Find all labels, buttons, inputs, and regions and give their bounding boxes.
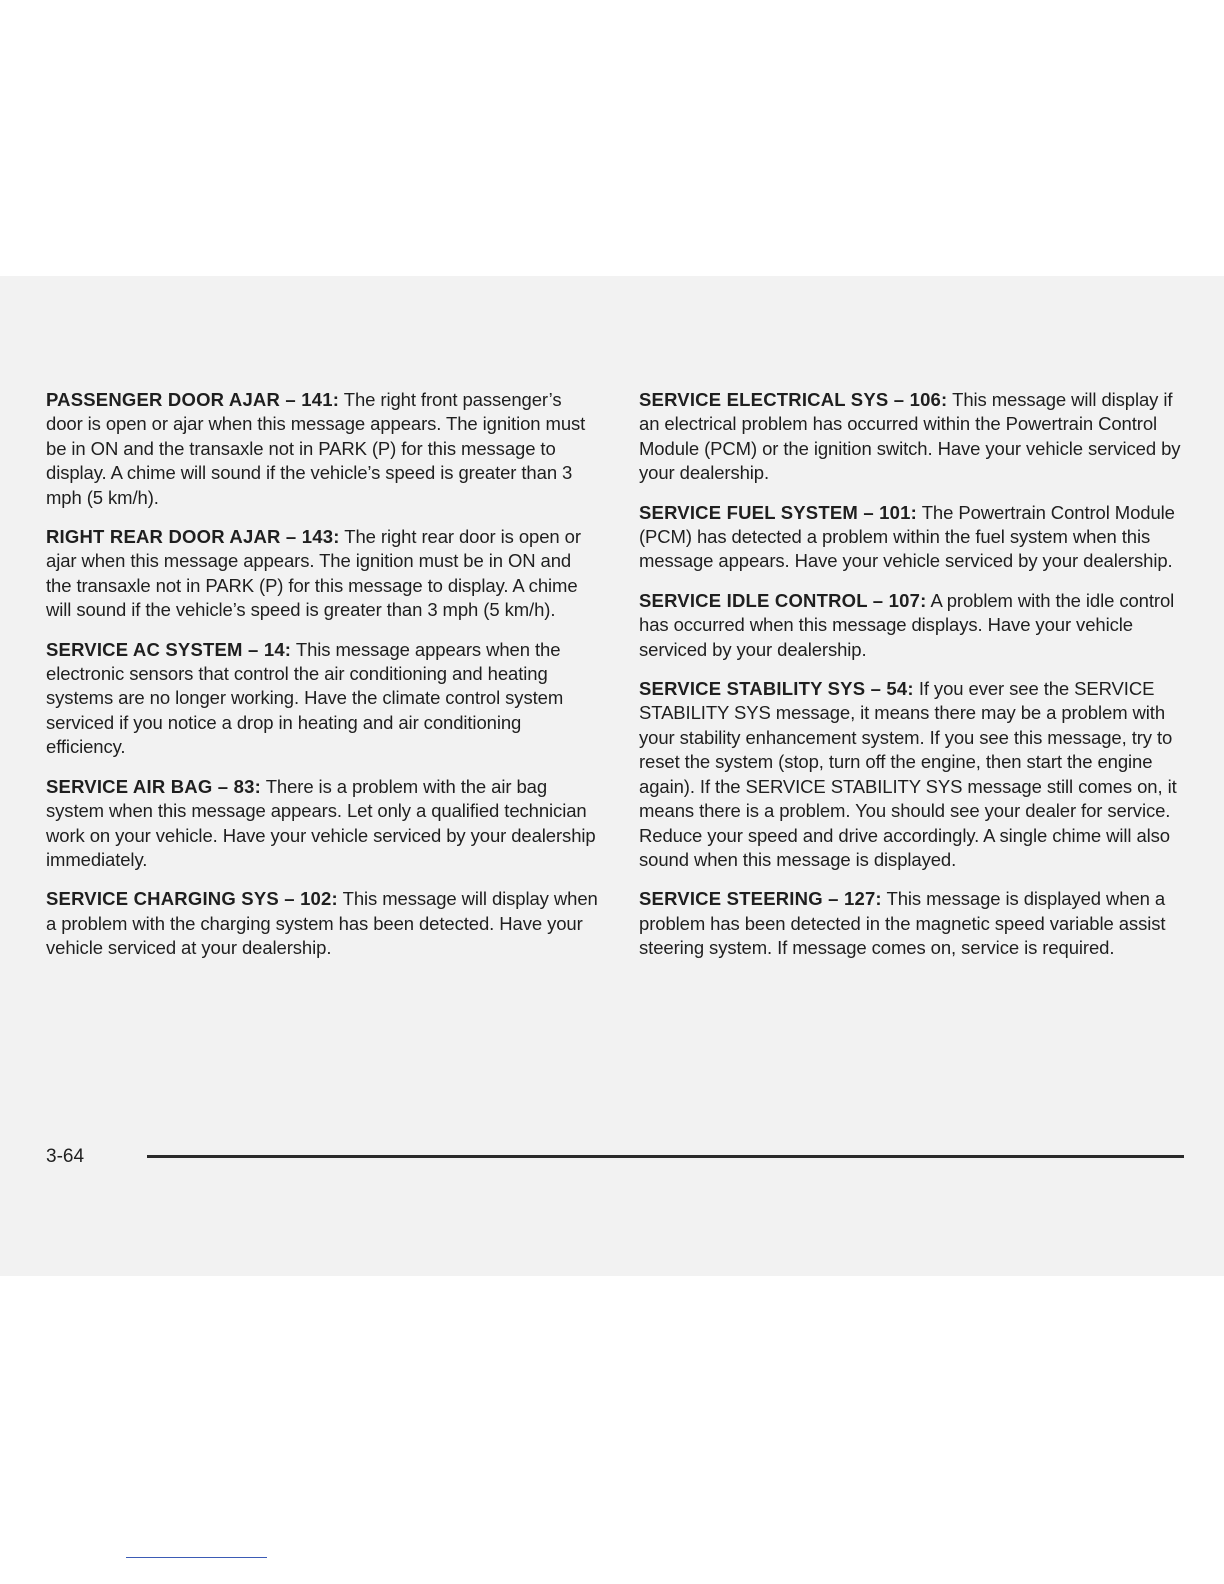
message-heading: SERVICE CHARGING SYS – 102:	[46, 888, 338, 910]
message-entry	[639, 589, 1187, 662]
page-number: 3-64	[46, 1146, 85, 1167]
message-entry	[639, 677, 1187, 872]
message-heading: PASSENGER DOOR AJAR – 141:	[46, 389, 340, 410]
message-entry	[46, 638, 598, 760]
message-text: This message will display when a problem with the charging system has been detected. Have your vehicle serviced at your dealership.	[46, 888, 598, 959]
message-entry	[46, 887, 598, 960]
message-heading: RIGHT REAR DOOR AJAR – 143:	[46, 526, 340, 548]
right-column	[639, 388, 1187, 976]
message-text: This message will display if an electrical problem has occurred within the Powertrain Control Module (PCM) or the ignition switch. Have your vehicle serviced by your dealership.	[639, 389, 1181, 484]
message-text: If you ever see the SERVICE STABILITY SYS message, it means there may be a problem with your stability enhancement system. If you see this message, try to reset the system (stop, turn off the engine, then start the engine again). If the SERVICE STABILITY SYS message still comes on, it means there is a problem. You should see your dealer for service. Reduce your speed and drive accordingly. A single chime will also sound when this message is displayed.	[639, 678, 1177, 870]
message-heading: SERVICE STABILITY SYS – 54:	[639, 678, 914, 700]
message-text: This message is displayed when a problem has been detected in the magnetic speed variable assist steering system. If message comes on, service is required.	[639, 888, 1166, 959]
message-text: The Powertrain Control Module (PCM) has detected a problem within the fuel system when this message appears. Have your vehicle serviced by your dealership.	[639, 501, 1175, 572]
left-column	[46, 388, 598, 976]
message-entry	[46, 388, 598, 510]
message-heading: SERVICE AC SYSTEM – 14:	[46, 638, 292, 660]
message-entry	[639, 388, 1187, 486]
message-entry	[639, 501, 1187, 574]
message-entry	[46, 775, 598, 873]
footer-rule	[147, 1155, 1184, 1158]
message-entry	[46, 525, 598, 623]
bottom-divider	[126, 1557, 267, 1558]
message-heading: SERVICE ELECTRICAL SYS – 106:	[639, 389, 948, 410]
message-text: The right rear door is open or ajar when this message appears. The ignition must be in ON and the transaxle not in PARK (P) for this message to display. A chime will sound if the vehicle’s speed is greater than 3 mph (5 km/h).	[46, 526, 581, 621]
message-heading: SERVICE FUEL SYSTEM – 101:	[639, 501, 917, 523]
message-heading: SERVICE AIR BAG – 83:	[46, 775, 261, 797]
message-entry	[639, 887, 1187, 960]
message-heading: SERVICE IDLE CONTROL – 107:	[639, 589, 927, 611]
message-text: A problem with the idle control has occurred when this message displays. Have your vehicle serviced by your dealership.	[639, 589, 1175, 660]
message-text: This message appears when the electronic sensors that control the air conditioning and heating systems are no longer working. Have the climate control system serviced if you notice a drop in heating and air conditioning efficiency.	[46, 638, 564, 758]
message-text: The right front passenger’s door is open or ajar when this message appears. The ignition must be in ON and the transaxle not in PARK (P) for this message to display. A chime will sound if the vehicle’s speed is greater than 3 mph (5 km/h).	[46, 389, 586, 508]
message-heading: SERVICE STEERING – 127:	[639, 888, 882, 910]
message-text: There is a problem with the air bag system when this message appears. Let only a qualified technician work on your vehicle. Have your vehicle serviced by your dealership immediately.	[46, 775, 596, 870]
